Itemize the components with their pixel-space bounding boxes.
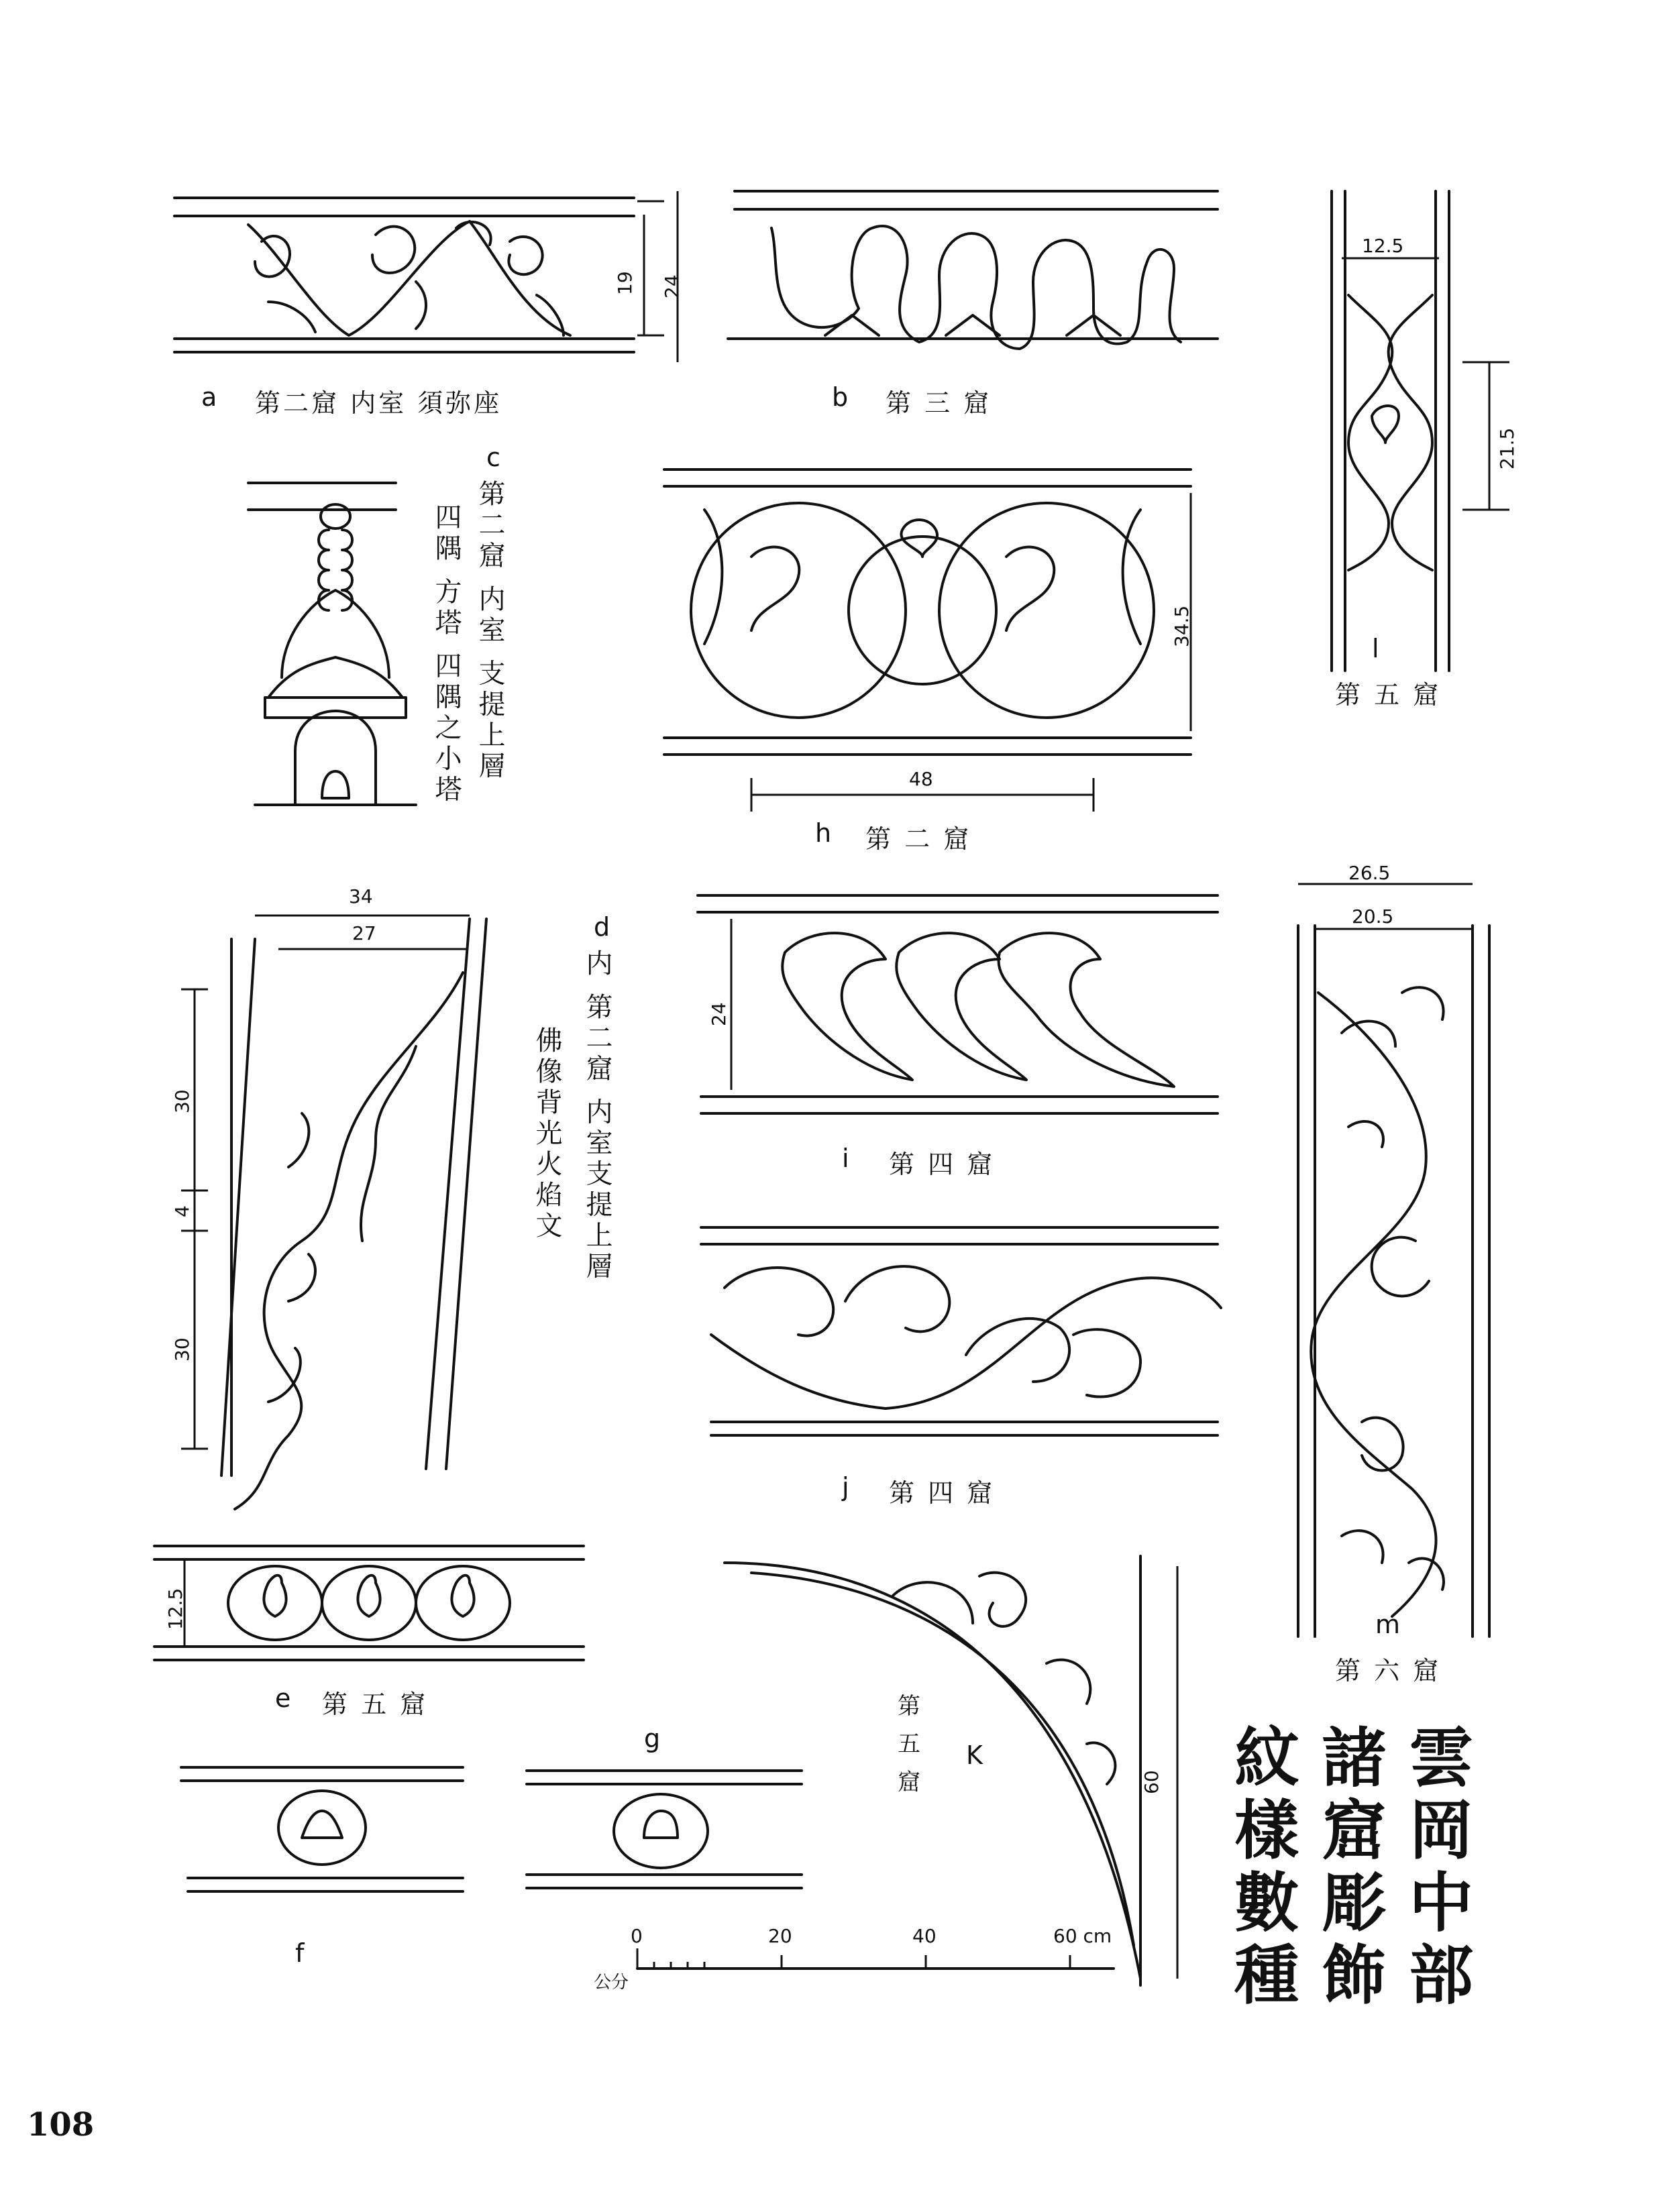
figure-c-drawing xyxy=(248,483,416,805)
figure-i-letter: i xyxy=(842,1144,852,1173)
figure-e-dim-height: 12.5 xyxy=(164,1588,186,1630)
figure-d-dim-upper: 30 xyxy=(171,1089,193,1113)
figure-k-dim-height: 60 xyxy=(1140,1770,1163,1794)
scale-tick-40: 40 xyxy=(912,1925,937,1947)
figure-b-letter: b xyxy=(832,382,851,412)
figure-h-letter: h xyxy=(815,818,835,848)
figure-g-letter: g xyxy=(644,1724,663,1753)
figure-e-drawing xyxy=(154,1546,584,1660)
figure-e-letter: e xyxy=(275,1683,294,1713)
figure-d-letter: d xyxy=(594,912,613,942)
figure-l-letter: l xyxy=(1372,634,1382,663)
figure-a-dim-inner: 19 xyxy=(614,271,636,295)
figure-m-letter: m xyxy=(1375,1610,1403,1639)
figure-a-caption: 第二窟 内室 須弥座 xyxy=(255,388,502,418)
title-column-3: 紋樣數種 xyxy=(1224,1724,1300,2013)
figure-d-dim-inner-width: 27 xyxy=(352,922,376,944)
figure-k-caption: 第 五 窟 xyxy=(893,1694,920,1797)
figure-f-letter: f xyxy=(295,1938,307,1968)
figure-c-letter: c xyxy=(486,443,503,472)
figure-l-dim-height: 21.5 xyxy=(1496,427,1518,469)
figure-j-letter: j xyxy=(842,1472,852,1502)
scale-unit-label: 公分 xyxy=(594,1973,629,1993)
figure-m-dim-outer-width: 26.5 xyxy=(1348,862,1391,884)
figure-i-caption: 第 四 窟 xyxy=(889,1150,996,1179)
figure-c-caption-line1: 第二窟 内室 支提上層 xyxy=(474,480,505,783)
figure-d-dim-outer-width: 34 xyxy=(349,885,373,907)
figure-d-dim-lower: 30 xyxy=(171,1337,193,1362)
figure-k-letter: K xyxy=(966,1740,985,1770)
figure-a-drawing xyxy=(174,191,678,362)
figure-a-dim-outer: 24 xyxy=(661,274,683,298)
scale-bar xyxy=(637,1948,1114,1969)
figure-d-caption-line2: 佛像背光火焰文 xyxy=(531,1026,562,1242)
figure-h-dim-height: 34.5 xyxy=(1171,605,1193,647)
figure-h-caption: 第 二 窟 xyxy=(865,824,972,854)
figure-e-caption: 第 五 窟 xyxy=(322,1690,429,1719)
figure-f-drawing xyxy=(181,1767,463,1891)
figure-b-drawing xyxy=(728,191,1218,349)
scale-tick-20: 20 xyxy=(768,1925,792,1947)
figure-m-drawing xyxy=(1298,884,1489,1637)
figure-l-drawing xyxy=(1332,191,1509,671)
figure-d-drawing xyxy=(181,916,486,1509)
figure-i-dim-height: 24 xyxy=(708,1002,730,1026)
figure-c-caption-line2: 四隅 方塔 四隅之小塔 xyxy=(431,503,462,806)
title-column-2: 諸窟彫飾 xyxy=(1311,1724,1387,2013)
figure-b-caption: 第 三 窟 xyxy=(886,388,992,418)
figure-m-caption: 第 六 窟 xyxy=(1335,1656,1442,1685)
figure-d-dim-middle: 4 xyxy=(171,1205,193,1217)
figure-h-drawing xyxy=(664,469,1191,812)
page-number: 108 xyxy=(27,2106,95,2144)
figure-j-drawing xyxy=(701,1227,1221,1435)
scale-tick-60: 60 cm xyxy=(1053,1925,1112,1947)
scale-tick-0: 0 xyxy=(631,1925,643,1947)
figure-a-letter: a xyxy=(201,382,220,412)
figure-d-caption-line1: 内 第二窟 内室支提上層 xyxy=(582,949,612,1283)
figure-h-dim-width: 48 xyxy=(909,768,933,790)
title-column-1: 雲岡中部 xyxy=(1398,1724,1475,2013)
figure-j-caption: 第 四 窟 xyxy=(889,1478,996,1508)
figure-i-drawing xyxy=(698,895,1218,1113)
figure-g-drawing xyxy=(527,1771,802,1888)
figure-l-dim-width: 12.5 xyxy=(1362,235,1404,257)
figure-m-dim-inner-width: 20.5 xyxy=(1352,905,1394,928)
figure-l-caption: 第 五 窟 xyxy=(1335,680,1442,710)
